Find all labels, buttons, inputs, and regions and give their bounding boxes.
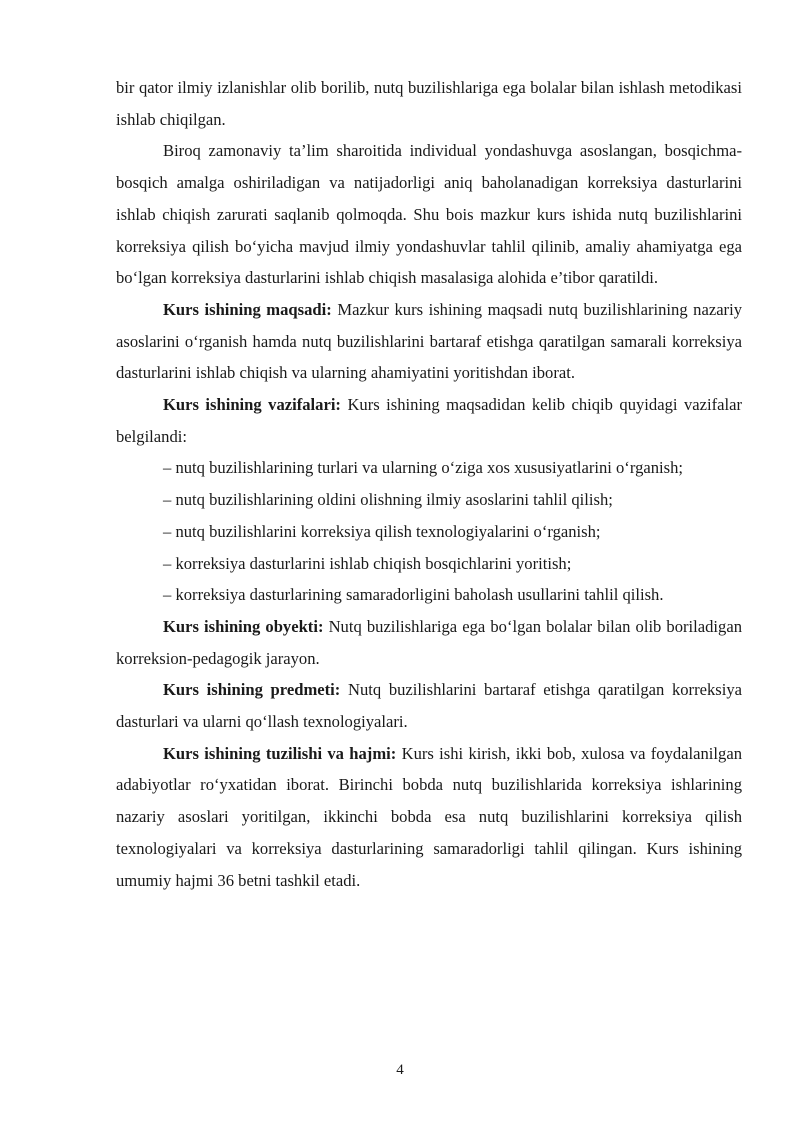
- paragraph-heading: Kurs ishining predmeti:: [163, 680, 341, 700]
- paragraph-context: [116, 135, 742, 294]
- document-body: [116, 72, 742, 896]
- paragraph-text: Nutq buzilishlariga ega bo‘lgan bolalar bilan olib boriladigan korreksion-pedagogik jarayon.: [116, 616, 743, 668]
- paragraph-heading: Kurs ishining maqsadi:: [163, 299, 332, 319]
- list-item-text: – nutq buzilishlarining turlari va ularning o‘ziga xos xususiyatlarini o‘rganish;: [163, 458, 683, 478]
- paragraph-heading: Kurs ishining tuzilishi va hajmi:: [163, 743, 397, 763]
- list-item-text: – nutq buzilishlarini korreksiya qilish texnologiyalarini o‘rganish;: [163, 521, 601, 541]
- paragraph-object: [116, 611, 742, 674]
- paragraph-structure: [116, 738, 742, 897]
- page-number: 4: [396, 1062, 404, 1078]
- paragraph-text: Kurs ishi kirish, ikki bob, xulosa va foydalanilgan adabiyotlar ro‘yxatidan iborat. Birinchi bobda nutq buzilishlarida korreksiya ishlarining nazariy asoslari yoritilgan, ikkinchi bobda esa nutq buzilishlarini korreksiya qilish texnologiyalari va korreksiya dasturlarining samaradorligi tahlil qilingan. Kurs ishining umumiy hajmi 36 betni tashkil etadi.: [116, 743, 742, 890]
- list-item-text: – korreksiya dasturlarini ishlab chiqish bosqichlarini yoritish;: [163, 553, 572, 573]
- list-item: [116, 484, 742, 516]
- paragraph-text: Nutq buzilishlarini bartaraf etishga qaratilgan korreksiya dasturlari va ularni qo‘llash texnologiyalari.: [116, 680, 742, 732]
- paragraph-subject: [116, 674, 742, 737]
- paragraph-goal: [116, 294, 742, 389]
- list-item-text: – nutq buzilishlarining oldini olishning ilmiy asoslarini tahlil qilish;: [163, 490, 613, 510]
- list-item: [116, 579, 742, 611]
- paragraph-continuation: [116, 72, 742, 135]
- paragraph-tasks: [116, 389, 742, 452]
- paragraph-text: bir qator ilmiy izlanishlar olib borilib, nutq buzilishlariga ega bolalar bilan ishlash metodikasi ishlab chiqilgan.: [116, 78, 742, 129]
- list-item-text: – korreksiya dasturlarining samaradorligini baholash usullarini tahlil qilish.: [163, 585, 664, 605]
- list-item: [116, 516, 742, 548]
- paragraph-text: Mazkur kurs ishining maqsadi nutq buzilishlarining nazariy asoslarini o‘rganish hamda nutq buzilishlarini bartaraf etishga qaratilgan samarali korreksiya dasturlarini ishlab chiqish va ularning ahamiyatini yoritishdan iborat.: [116, 299, 742, 383]
- list-item: [116, 548, 742, 580]
- paragraph-text: Kurs ishining maqsadidan kelib chiqib quyidagi vazifalar belgilandi:: [116, 395, 742, 446]
- list-item: [116, 452, 742, 484]
- paragraph-heading: Kurs ishining vazifalari:: [163, 395, 341, 415]
- paragraph-text: Biroq zamonaviy ta’lim sharoitida individual yondashuvga asoslangan, bosqichma-bosqich amalga oshiriladigan va natijadorligi aniq baholanadigan korreksiya dasturlarini ishlab chiqish zarurati saqlanib qolmoqda. Shu bois mazkur kurs ishida nutq buzilishlarini korreksiya qilish bo‘yicha mavjud ilmiy yondashuvlar tahlil qilinib, amaliy ahamiyatga ega bo‘lgan korreksiya dasturlarini ishlab chiqish masalasiga alohida e’tibor qaratildi.: [116, 141, 742, 288]
- paragraph-heading: Kurs ishining obyekti:: [163, 616, 324, 636]
